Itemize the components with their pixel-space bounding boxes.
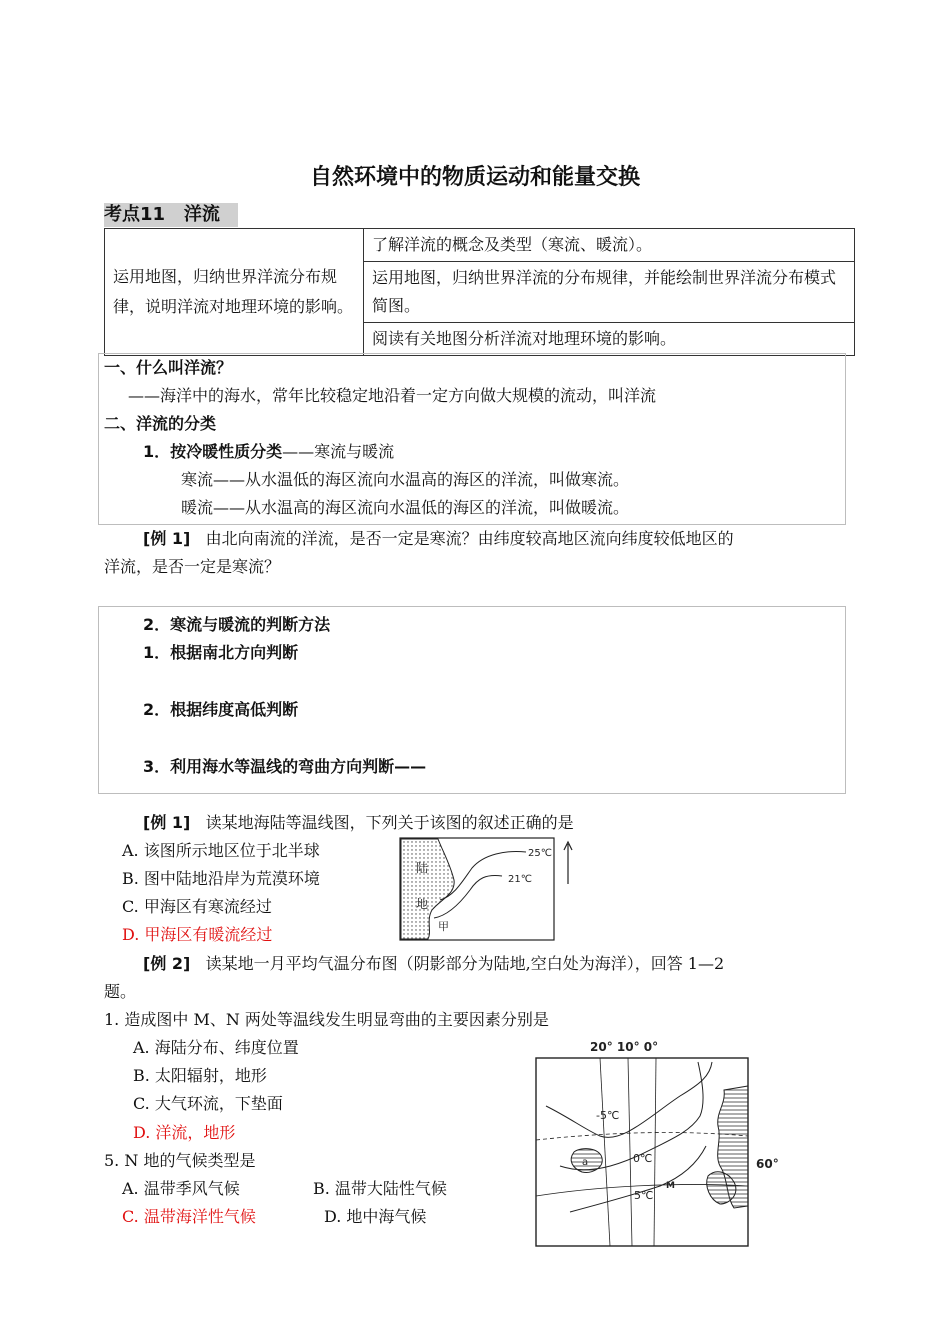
option-c: C. 甲海区有寒流经过 (122, 897, 272, 916)
classification-line (143, 441, 394, 463)
q2-option-b: B. 温带大陆性气候 (313, 1179, 447, 1198)
requirement-item: 运用地图，归纳世界洋流的分布规律，并能绘制世界洋流分布模式简图。 (364, 262, 855, 323)
longitude-labels: 20° 10° 0° (590, 1040, 659, 1054)
page-title: 自然环境中的物质运动和能量交换 (309, 165, 640, 190)
example-a-line1 (143, 528, 734, 550)
example-c-text: 读某地一月平均气温分布图（阴影部分为陆地,空白处为海洋），回答 1—2 (205, 954, 725, 973)
q2-option-a: A. 温带季风气候 (122, 1179, 240, 1198)
jia-label: 甲 (438, 920, 449, 933)
current-definition: ——海洋中的海水，常年比较稳定地沿着一定方向做大规模的流动，叫洋流 (128, 386, 657, 405)
requirements-summary: 运用地图，归纳世界洋流分布规律，说明洋流对地理环境的影响。 (105, 229, 364, 356)
question-1: 1. 造成图中 M、N 两处等温线发生明显弯曲的主要因素分别是 (104, 1010, 549, 1029)
isotherm-label: 0℃ (633, 1152, 653, 1165)
method-3: 3．利用海水等温线的弯曲方向判断—— (143, 757, 427, 776)
warm-current-definition: 暖流——从水温高的海区流向水温低的海区的洋流，叫做暖流。 (181, 498, 630, 517)
land-label: 陆 (416, 861, 429, 875)
latitude-label: 60° (756, 1157, 779, 1171)
isotherm-label: 5℃ (634, 1189, 654, 1202)
example-tag: [例 2] (143, 954, 191, 973)
isotherm-label: -5℃ (596, 1109, 620, 1122)
example-a-line2: 洋流，是否一定是寒流？ (104, 557, 281, 576)
classification-rest: ——寒流与暖流 (282, 442, 395, 461)
example-c-intro-cont: 题。 (104, 982, 137, 1001)
example-tag: [例 1] (143, 529, 191, 548)
isotherm-label: 21℃ (508, 874, 532, 885)
isotherm-map-1 (398, 836, 580, 944)
heading-what-is-current: 一、什么叫洋流？ (104, 358, 233, 377)
example-c-intro (143, 953, 724, 975)
section-heading (104, 203, 238, 227)
land-label: 地 (416, 897, 429, 911)
method-heading: 2．寒流与暖流的判断方法 (143, 615, 331, 634)
question-2: 5. N 地的气候类型是 (104, 1151, 256, 1170)
example-b-question (143, 812, 574, 834)
method-1: 1．根据南北方向判断 (143, 643, 299, 662)
heading-classification: 二、洋流的分类 (104, 414, 217, 433)
q2-option-d: D. 地中海气候 (324, 1207, 427, 1226)
option-d-answer: D. 甲海区有暖流经过 (122, 925, 273, 944)
option-b: B. 图中陆地沿岸为荒漠环境 (122, 869, 320, 888)
temperature-map-2 (530, 1036, 786, 1250)
section-name: 洋流 (183, 204, 220, 225)
option-a: A. 该图所示地区位于北半球 (122, 841, 320, 860)
requirement-item: 阅读有关地图分析洋流对地理环境的影响。 (364, 323, 855, 356)
q2-option-c-answer: C. 温带海洋性气候 (122, 1207, 256, 1226)
q1-option-d-answer: D. 洋流，地形 (133, 1123, 236, 1142)
q1-option-c: C. 大气环流，下垫面 (133, 1094, 283, 1113)
point-m-label: M (666, 1181, 675, 1191)
example-a-question: 由北向南流的洋流，是否一定是寒流？由纬度较高地区流向纬度较低地区的 (205, 529, 734, 548)
section-code: 考点11 (104, 204, 166, 225)
example-b-text: 读某地海陆等温线图，下列关于该图的叙述正确的是 (205, 813, 574, 832)
requirements-table (104, 228, 855, 356)
isotherm-label: 25℃ (528, 848, 552, 859)
requirement-item: 了解洋流的概念及类型（寒流、暖流）。 (364, 229, 855, 262)
island-label: a (582, 1157, 589, 1168)
example-tag: [例 1] (143, 813, 191, 832)
method-2: 2．根据纬度高低判断 (143, 700, 299, 719)
q1-option-a: A. 海陆分布、纬度位置 (133, 1038, 299, 1057)
q1-option-b: B. 太阳辐射，地形 (133, 1066, 267, 1085)
classification-label: 1．按冷暖性质分类 (143, 442, 283, 461)
cold-current-definition: 寒流——从水温低的海区流向水温高的海区的洋流，叫做寒流。 (181, 470, 630, 489)
